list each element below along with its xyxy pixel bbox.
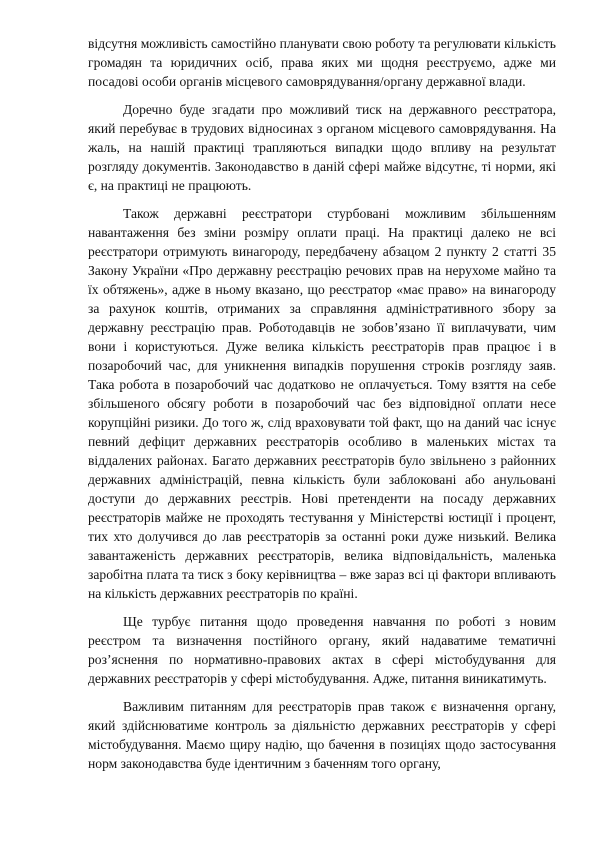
document-page xyxy=(88,34,556,782)
paragraph-training: Ще турбує питання щодо проведення навчання по роботі з новим реєстром та визначення постійного органу, який надаватиме тематичні роз’яснення по нормативно-правових актах в сфері містобудування для державних реєстраторів у сфері містобудування. Адже, питання виникатимуть. xyxy=(88,614,556,686)
paragraph-pressure-on-registrar: Доречно буде згадати про можливий тиск на державного реєстратора, який перебуває в трудових відносинах з органом місцевого самоврядування. На жаль, на нашій практиці трапляються випадки щодо впливу на результат розгляду документів. Законодавство в даній сфері майже відсутнє, ті норми, які є, на практиці не працюють. xyxy=(88,102,556,193)
paragraph-control-body: Важливим питанням для реєстраторів прав також є визначення органу, який здійснюватиме контроль за діяльністю державних реєстраторів у сфері містобудування. Маємо щиру надію, що бачення в позиціях щодо застосування норм законодавства буде ідентичним з баченням того органу, xyxy=(88,699,556,771)
paragraph-continued: відсутня можливість самостійно планувати свою роботу та регулювати кількість громадян та юридичних осіб, права яких ми щодня реєструємо, адже ми посадові особи органів місцевого самоврядування/органу державної влади. xyxy=(88,36,556,89)
paragraph-workload-and-pay: Також державні реєстратори стурбовані можливим збільшенням навантаження без зміни розміру оплати праці. На практиці далеко не всі реєстратори отримують винагороду, передбачену абзацом 2 пункту 2 статті 35 Закону України «Про державну реєстрацію речових прав на нерухоме майно та їх обтяжень», адже в ньому вказано, що реєстратор «має право» на винагороду за рахунок коштів, отриманих за справляння адміністративного збору за державну реєстрацію прав. Роботодавців не зобов’язано її виплачувати, чим вони і користуються. Дуже велика кількість реєстраторів прав працює і в позаробочий час, для уникнення випадків порушення строків розгляду заяв. Така робота в позаробочий час додатково не оплачується. Тому взяття на себе збільшеного обсягу роботи в позаробочий час без відповідної оплати несе корупційні ризики. До того ж, слід враховувати той факт, що на даний час існує певний дефіцит державних реєстраторів особливо в маленьких містах та віддалених районах. Багато державних реєстраторів було звільнено з районних державних адміністрацій, певна кількість були заблоковані або анульовані доступи до державних реєстрів. Нові претенденти на посаду державних реєстраторів майже не проходять тестування у Міністерстві юстиції і процент, тих хто долучився до лав реєстраторів за останні роки дуже низький. Велика завантаженість державних реєстраторів, велика відповідальність, маленька заробітна плата та тиск з боку керівництва – вже зараз всі ці фактори впливають на кількість державних реєстраторів по країні. xyxy=(88,206,556,601)
